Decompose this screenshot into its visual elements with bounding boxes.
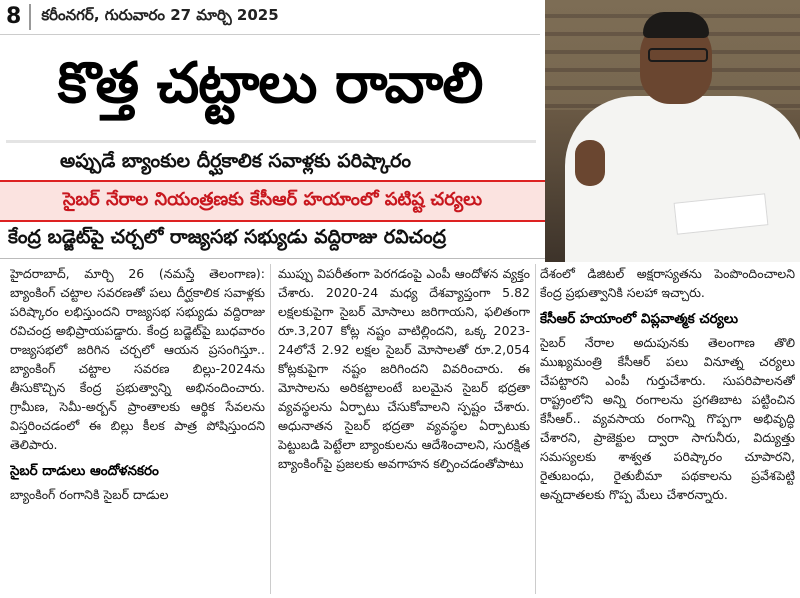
section-subheading: కేసీఆర్ హయాంలో విప్లవాత్మక చర్యలు xyxy=(540,311,739,327)
section-subheading: సైబర్ దాడులు ఆందోళనకరం xyxy=(10,463,159,479)
article-column-3 xyxy=(540,264,795,598)
deck-line: కేంద్ర బడ్జెట్‌పై చర్చలో రాజ్యసభ సభ్యుడు వద్దిరాజు రవిచంద్ర xyxy=(8,226,447,248)
dateline: కరీంనగర్, గురువారం 27 మార్చి 2025 xyxy=(41,6,279,24)
article-column-2 xyxy=(278,264,530,598)
divider xyxy=(6,140,536,143)
article-paragraph: దేశంలో డిజిటల్ అక్షరాస్యతను పెంపొందించాలని కేంద్ర ప్రభుత్వానికి సలహా ఇచ్చారు. xyxy=(540,266,795,300)
column-divider xyxy=(535,264,536,594)
column-divider xyxy=(270,264,271,594)
article-column-1 xyxy=(10,264,265,598)
speaker-photo xyxy=(545,0,800,262)
article-paragraph: ముప్పు విపరీతంగా పెరగడంపై ఎంపీ ఆందోళన వ్యక్తం చేశారు. 2020-24 మధ్య దేశవ్యాప్తంగా 5.82 లక్షలకుపైగా సైబర్ మోసాలు జరిగాయని, ఫలితంగా రూ.3,207 కోట్ల నష్టం వాటిల్లిందని, ఒక్క 2023-24లోనే 2.92 లక్షల సైబర్ మోసాలతో రూ.2,054 కోట్లకుపైగా నష్టం జరిగిందని వివరించారు. ఈ మోసాలను అరికట్టాలంటే బలమైన సైబర్ భద్రతా వ్యవస్థలను ఏర్పాటు చేసుకోవాలని స్పష్టం చేశారు. అధునాతన సైబర్ భద్రతా వ్యవస్థల ఏర్పాటుకు పెట్టుబడి పెట్టేలా బ్యాంకులను ఆదేశించాలని, సురక్షిత బ్యాంకింగ్‌పై ప్రజలకు అవగాహన కల్పించడంతోపాటు xyxy=(278,266,530,471)
page-number: 8 xyxy=(0,4,31,30)
article-paragraph: బ్యాంకింగ్ రంగానికి సైబర్ దాడుల xyxy=(10,487,169,502)
red-strap xyxy=(0,180,545,222)
raised-hand xyxy=(575,140,605,186)
subheadline: అప్పుడే బ్యాంకుల దీర్ఘకాలిక సవాళ్లకు పరిష్కారం xyxy=(60,150,412,172)
article-paragraph: హైదరాబాద్, మార్చి 26 (నమస్తే తెలంగాణ): బ్యాంకింగ్ చట్టాల సవరణతో పలు దీర్ఘకాలిక సవాళ్లకు పరిష్కారం లభిస్తుందని రాజ్యసభ సభ్యుడు వద్దిరాజు రవిచంద్ర అభిప్రాయపడ్డారు. కేంద్ర బడ్జెట్‌పై బుధవారం రాజ్యసభలో జరిగిన చర్చలో ఆయన ప్రసంగిస్తూ.. బ్యాంకింగ్ చట్టాల సవరణ బిల్లు-2024ను తీసుకొచ్చిన కేంద్ర ప్రభుత్వాన్ని అభినందించారు. గ్రామీణ, సెమీ-అర్బన్ ప్రాంతాలకు ఆర్థిక సేవలను విస్తరించడంలో ఈ బిల్లు కీలక పాత్ర పోషిస్తుందని తెలిపారు. xyxy=(10,266,265,452)
speaker-hair xyxy=(643,12,709,38)
article-paragraph: సైబర్ నేరాల అదుపునకు తెలంగాణ తొలి ముఖ్యమంత్రి కేసీఆర్ పలు వినూత్న చర్యలు చేపట్టారని ఎంపీ గుర్తుచేశారు. సుపరిపాలనతో రాష్ట్రంలోని అన్ని రంగాలను ప్రగతిబాట పట్టించిన కేసీఆర్.. వ్యవసాయ రంగాన్ని గొప్పగా అభివృద్ధి చేశారని, ప్రాజెక్టుల ద్వారా సాగునీరు, విద్యుత్తు సమస్యలకు శాశ్వత పరిష్కారం చూపారని, రైతుబంధు, రైతుబీమా పథకాలను ప్రవేశపెట్టి అన్నదాతలకు గొప్ప మేలు చేశారన్నారు. xyxy=(540,335,795,502)
glasses-icon xyxy=(648,48,708,62)
page-header xyxy=(0,0,540,35)
red-strap-text: సైబర్ నేరాల నియంత్రణకు కేసీఆర్ హయాంలో పటిష్ట చర్యలు xyxy=(62,188,483,210)
headline: కొత్త చట్టాలు రావాలి xyxy=(57,50,483,116)
